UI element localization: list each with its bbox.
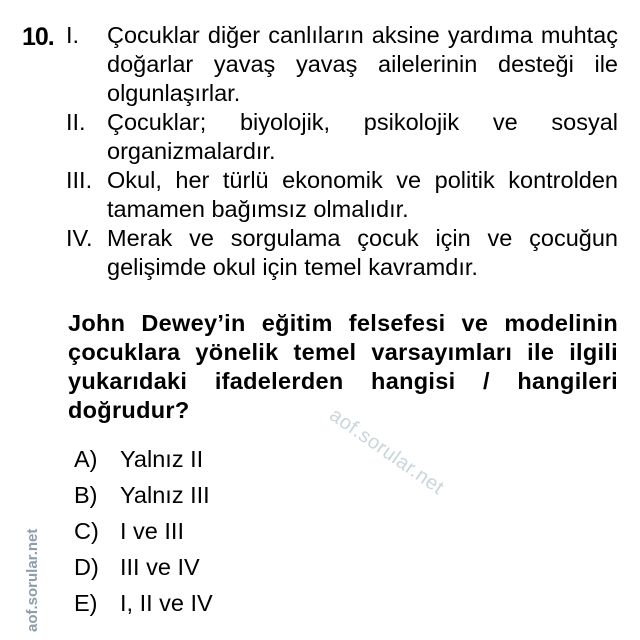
option-letter: E)	[74, 590, 98, 616]
statement-roman: II.	[66, 109, 86, 135]
statement-roman: III.	[66, 167, 93, 193]
question-stem: John Dewey’in eğitim felsefesi ve modelinin çocuklara yönelik temel varsayımları ile ilgili yukarıdaki ifadelerden hangisi / hangileri doğrudur?	[68, 310, 618, 423]
statement-3	[66, 166, 618, 224]
question-number: 10.	[22, 23, 54, 51]
statement-2	[66, 108, 618, 166]
statement-text: Çocuklar diğer canlıların aksine yardıma muhtaç doğarlar yavaş yavaş ailelerinin desteği ile olgunlaşırlar.	[107, 22, 618, 106]
statement-roman: I.	[66, 22, 80, 48]
statement-text: Merak ve sorgulama çocuk için ve çocuğun gelişimde okul için temel kavramdır.	[107, 225, 618, 280]
option-letter: B)	[74, 482, 98, 508]
option-letter: A)	[74, 446, 98, 472]
option-text: III ve IV	[120, 554, 200, 580]
watermark-diagonal: aof.sorular.net	[325, 404, 448, 500]
option-text: Yalnız III	[120, 482, 210, 508]
option-text: I, II ve IV	[120, 590, 213, 616]
statement-text: Okul, her türlü ekonomik ve politik kontrolden tamamen bağımsız olmalıdır.	[107, 167, 618, 222]
option-letter: C)	[74, 518, 99, 544]
statement-roman: IV.	[66, 225, 93, 251]
option-letter: D)	[74, 554, 99, 580]
statement-1	[66, 21, 618, 108]
statement-4	[66, 224, 618, 282]
watermark-side: aof.sorular.net	[24, 528, 41, 632]
option-text: Yalnız II	[120, 446, 204, 472]
statement-text: Çocuklar; biyolojik, psikolojik ve sosyal organizmalardır.	[107, 109, 618, 164]
option-text: I ve III	[120, 518, 184, 544]
